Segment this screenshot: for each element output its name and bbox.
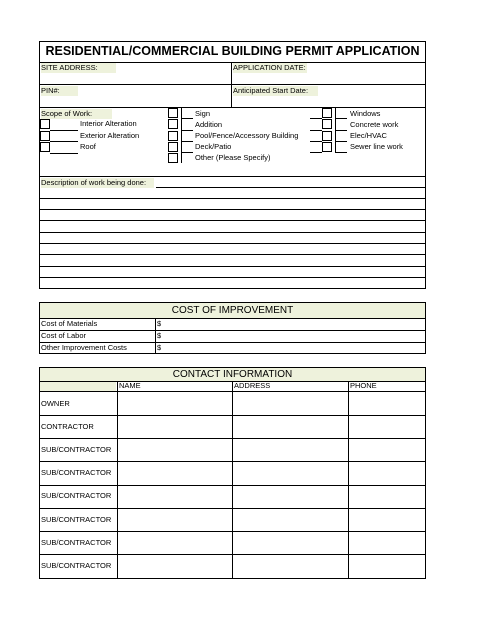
checkbox-concrete-work[interactable] (322, 119, 332, 129)
header-blank-cell (40, 382, 116, 391)
form-title: RESIDENTIAL/COMMERCIAL BUILDING PERMIT APPLICATION (45, 44, 420, 58)
checkbox-underline (181, 130, 193, 131)
scope-option-label: Interior Alteration (80, 119, 137, 128)
description-line[interactable] (39, 277, 426, 278)
scope-option-label: Deck/Patio (195, 142, 232, 151)
checkbox-underline (181, 152, 193, 153)
scope-option-label: Elec/HVAC (350, 131, 387, 140)
checkbox-underline (50, 130, 78, 131)
description-line[interactable] (39, 198, 426, 199)
checkbox-underline (335, 141, 347, 142)
scope-option-label: Addition (195, 120, 223, 129)
start-date-field[interactable] (320, 85, 424, 105)
scope-label: Scope of Work: (41, 109, 112, 119)
scope-option-label: Exterior Alteration (80, 131, 140, 140)
checkbox-sewer-line[interactable] (322, 142, 332, 152)
application-date-label: APPLICATION DATE: (233, 63, 306, 72)
description-line[interactable] (39, 254, 426, 255)
scope-option-label: Sewer line work (350, 142, 403, 151)
checkbox-underline (310, 118, 322, 119)
description-line[interactable] (39, 209, 426, 210)
checkbox-underline (335, 118, 347, 119)
contact-row-label-sub: SUB/CONTRACTOR (41, 445, 112, 454)
checkbox-exterior-alteration[interactable] (40, 131, 50, 141)
checkbox-windows[interactable] (322, 108, 332, 118)
description-line[interactable] (39, 243, 426, 244)
site-address-label: SITE ADDRESS: (41, 63, 116, 73)
scope-option-label: Roof (80, 142, 96, 151)
contact-row-label-sub: SUB/CONTRACTOR (41, 491, 112, 500)
cost-other-label: Other Improvement Costs (41, 343, 127, 352)
description-label: Description of work being done: (41, 178, 154, 188)
checkbox-underline (181, 118, 193, 119)
cost-labor-label: Cost of Labor (41, 331, 87, 340)
pin-label: PIN#: (41, 86, 78, 96)
column-header-name: NAME (119, 381, 141, 390)
contact-row-label-contractor: CONTRACTOR (41, 422, 94, 431)
checkbox-underline (50, 141, 78, 142)
contact-name-cells[interactable] (118, 392, 232, 577)
description-line[interactable] (39, 232, 426, 233)
divider (39, 176, 426, 177)
contact-row-label-sub: SUB/CONTRACTOR (41, 468, 112, 477)
checkbox-column-divider (181, 108, 182, 163)
description-line[interactable] (39, 220, 426, 221)
checkbox-underline (181, 141, 193, 142)
contact-address-cells[interactable] (233, 392, 348, 577)
cost-other-value[interactable]: $ (157, 343, 162, 352)
contact-row-label-owner: OWNER (41, 399, 70, 408)
checkbox-underline (335, 152, 347, 153)
cost-materials-value[interactable]: $ (157, 319, 162, 328)
contact-title: CONTACT INFORMATION (40, 368, 425, 381)
cost-labor-value[interactable]: $ (157, 331, 162, 340)
checkbox-roof[interactable] (40, 142, 50, 152)
contact-row-label-sub: SUB/CONTRACTOR (41, 515, 112, 524)
scope-option-label: Pool/Fence/Accessory Building (195, 131, 299, 140)
pin-field[interactable] (80, 85, 228, 105)
scope-option-label: Concrete work (350, 120, 399, 129)
column-header-phone: PHONE (350, 381, 377, 390)
cost-title: COST OF IMPROVEMENT (40, 303, 425, 318)
divider (155, 318, 156, 354)
checkbox-interior-alteration[interactable] (40, 119, 50, 129)
checkbox-underline (310, 130, 322, 131)
scope-option-label: Windows (350, 109, 381, 118)
checkbox-underline (310, 152, 322, 153)
checkbox-pool-fence[interactable] (168, 131, 178, 141)
description-line[interactable] (39, 266, 426, 267)
checkbox-underline (335, 130, 347, 131)
checkbox-sign[interactable] (168, 108, 178, 118)
checkbox-other[interactable] (168, 153, 178, 163)
cost-materials-label: Cost of Materials (41, 319, 98, 328)
checkbox-underline (310, 141, 322, 142)
checkbox-underline (50, 153, 78, 154)
checkbox-deck-patio[interactable] (168, 142, 178, 152)
site-address-field[interactable] (116, 63, 230, 83)
description-line[interactable] (156, 187, 426, 188)
checkbox-elec-hvac[interactable] (322, 131, 332, 141)
scope-option-label: Other (Please Specify) (195, 153, 271, 162)
contact-phone-cells[interactable] (349, 392, 425, 577)
divider (39, 107, 426, 108)
start-date-label: Anticipated Start Date: (233, 86, 318, 96)
column-header-address: ADDRESS (234, 381, 271, 390)
contact-row-label-sub: SUB/CONTRACTOR (41, 538, 112, 547)
checkbox-addition[interactable] (168, 119, 178, 129)
scope-option-label: Sign (195, 109, 211, 118)
contact-row-label-sub: SUB/CONTRACTOR (41, 561, 112, 570)
application-date-field[interactable] (308, 63, 424, 83)
